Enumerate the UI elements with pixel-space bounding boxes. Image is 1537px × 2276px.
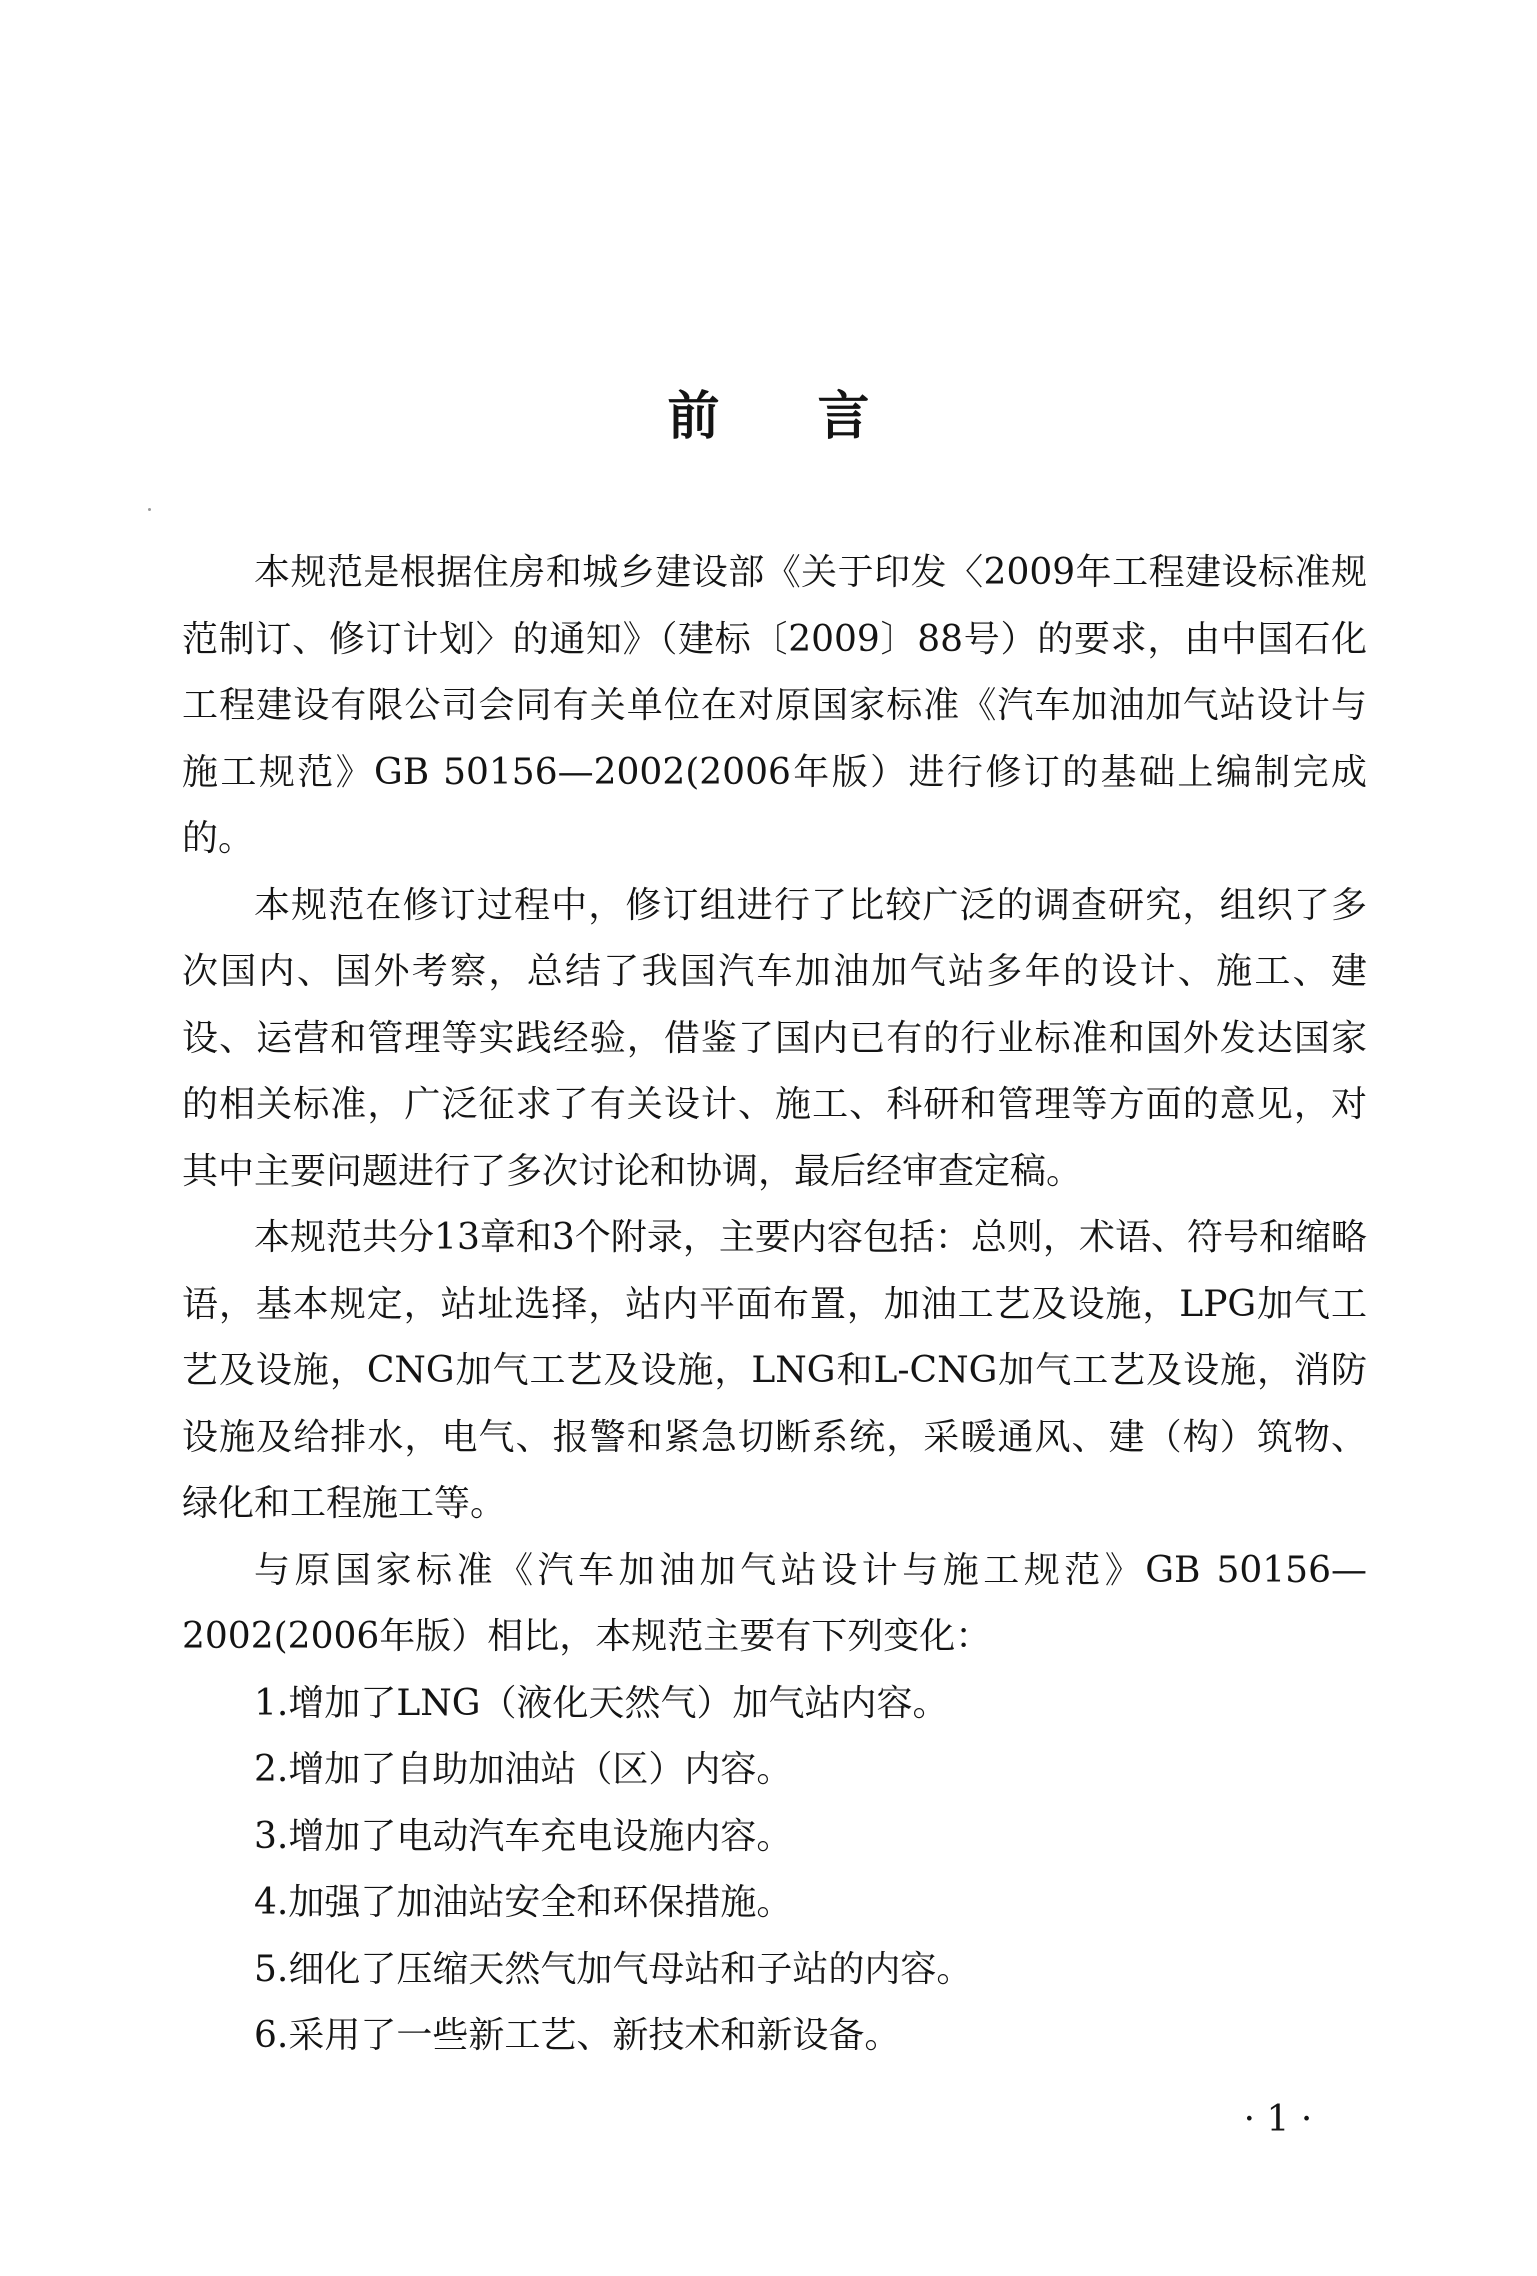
list-item: 3.增加了电动汽车充电设施内容。 <box>254 1815 793 1857</box>
document-body <box>182 540 1367 2070</box>
page-title: 前言 <box>667 385 968 447</box>
paragraph-revision-process: 本规范在修订过程中，修订组进行了比较广泛的调查研究，组织了多次国内、国外考察，总结了我国汽车加油加气站多年的设计、施工、建设、运营和管理等实践经验，借鉴了国内已有的行业标准和国外发达国家的相关标准，广泛征求了有关设计、施工、科研和管理等方面的意见，对其中主要问题进行了多次讨论和协调，最后经审查定稿。 <box>182 884 1367 1192</box>
changes-list <box>182 1671 1367 2070</box>
page-number: · 1 · <box>1243 2099 1313 2140</box>
paragraph-contents: 本规范共分13章和3个附录，主要内容包括：总则，术语、符号和缩略语，基本规定，站址选择，站内平面布置，加油工艺及设施，LPG加气工艺及设施，CNG加气工艺及设施，LNG和L-CNG加气工艺及设施，消防设施及给排水，电气、报警和紧急切断系统，采暖通风、建（构）筑物、绿化和工程施工等。 <box>182 1217 1367 1524</box>
list-item: 1.增加了LNG（液化天然气）加气站内容。 <box>254 1682 949 1724</box>
paragraph-changes-intro: 与原国家标准《汽车加油加气站设计与施工规范》GB 50156—2002(2006年版）相比，本规范主要有下列变化： <box>182 1549 1367 1657</box>
list-item: 2.增加了自助加油站（区）内容。 <box>254 1749 793 1790</box>
list-item: 5.细化了压缩天然气加气母站和子站的内容。 <box>254 1948 973 1990</box>
list-item: 6.采用了一些新工艺、新技术和新设备。 <box>254 2015 901 2056</box>
list-item: 4.加强了加油站安全和环保措施。 <box>254 1882 793 1923</box>
scan-speck <box>148 508 151 511</box>
paragraph-origin: 本规范是根据住房和城乡建设部《关于印发〈2009年工程建设标准规范制订、修订计划〉的通知》（建标〔2009〕88号）的要求，由中国石化工程建设有限公司会同有关单位在对原国家标准《汽车加油加气站设计与施工规范》GB 50156—2002(2006年版）进行修订的基础上编制完成的。 <box>182 552 1367 859</box>
